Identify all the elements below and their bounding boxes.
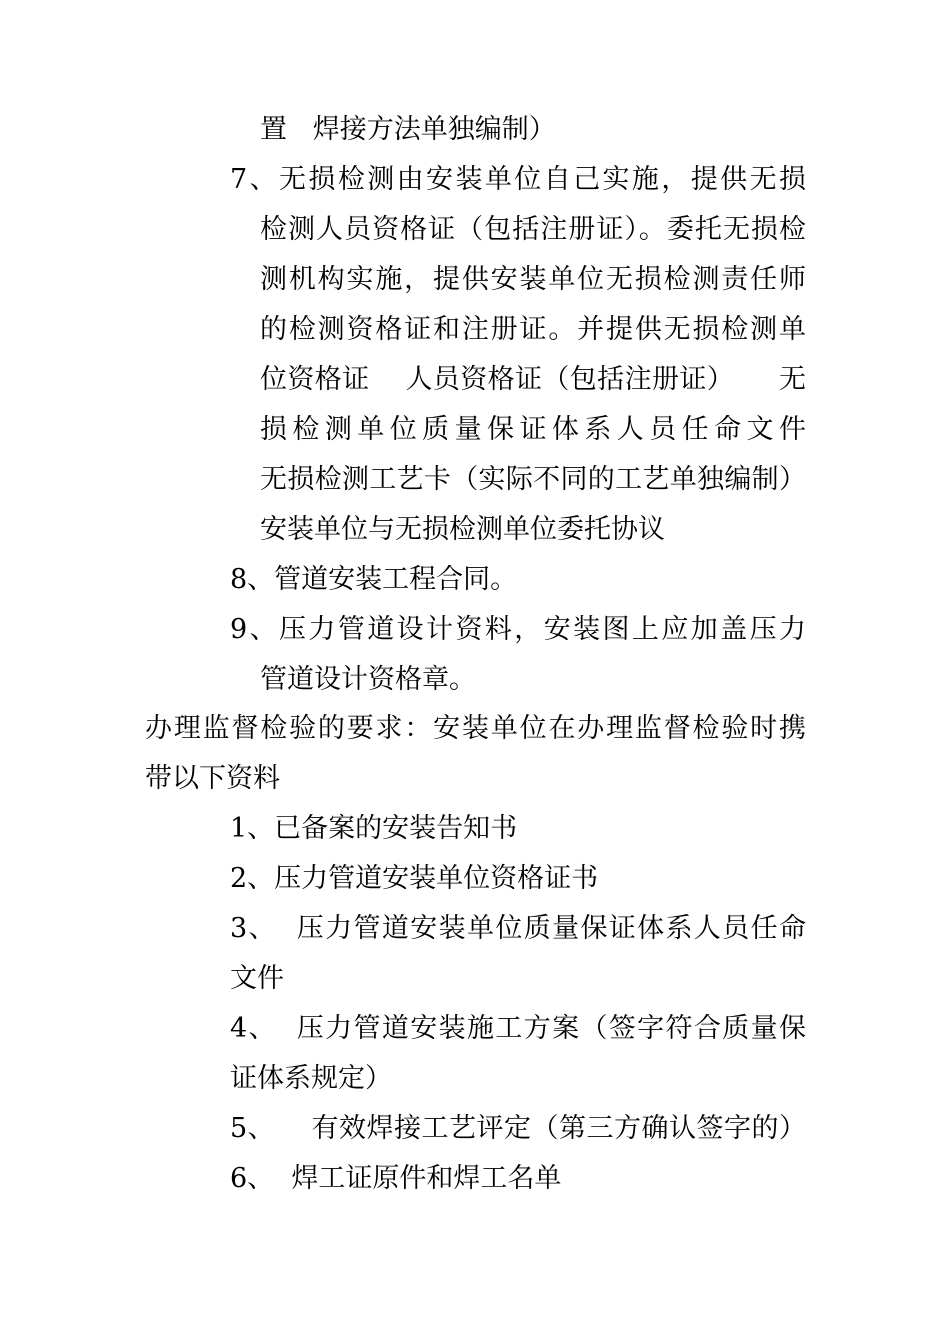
list-item: 3、 压力管道安装单位质量保证体系人员任命 <box>230 913 806 944</box>
text-line: 的检测资格证和注册证。并提供无损检测单 <box>260 314 806 345</box>
text-line: 位资格证 人员资格证（包括注册证） 无 <box>260 364 806 395</box>
list-item-continued: 文件 <box>230 963 284 994</box>
text-line: 管道设计资格章。 <box>260 664 476 695</box>
list-item: 5、 有效焊接工艺评定（第三方确认签字的） <box>230 1113 806 1144</box>
list-item-continued: 证体系规定） <box>230 1063 392 1094</box>
section-heading: 办理监督检验的要求：安装单位在办理监督检验时携 <box>145 713 806 744</box>
text-line: 安装单位与无损检测单位委托协议 <box>260 514 665 545</box>
list-item: 4、 压力管道安装施工方案（签字符合质量保 <box>230 1013 806 1044</box>
text-line: 检测人员资格证（包括注册证）。委托无损检 <box>260 214 806 245</box>
list-item: 2、压力管道安装单位资格证书 <box>230 863 599 894</box>
text-line: 9、压力管道设计资料，安装图上应加盖压力 <box>230 614 806 645</box>
text-line: 测机构实施，提供安装单位无损检测责任师 <box>260 264 806 295</box>
text-line: 无损检测工艺卡（实际不同的工艺单独编制） <box>260 464 806 495</box>
text-line: 损检测单位质量保证体系人员任命文件 <box>260 414 806 445</box>
text-line: 置 焊接方法单独编制） <box>260 114 556 145</box>
text-line: 7、无损检测由安装单位自己实施，提供无损 <box>230 164 806 195</box>
list-item: 1、已备案的安装告知书 <box>230 813 518 844</box>
list-item: 6、 焊工证原件和焊工名单 <box>230 1163 562 1194</box>
section-heading-continued: 带以下资料 <box>145 763 280 794</box>
text-line: 8、管道安装工程合同。 <box>230 564 518 595</box>
